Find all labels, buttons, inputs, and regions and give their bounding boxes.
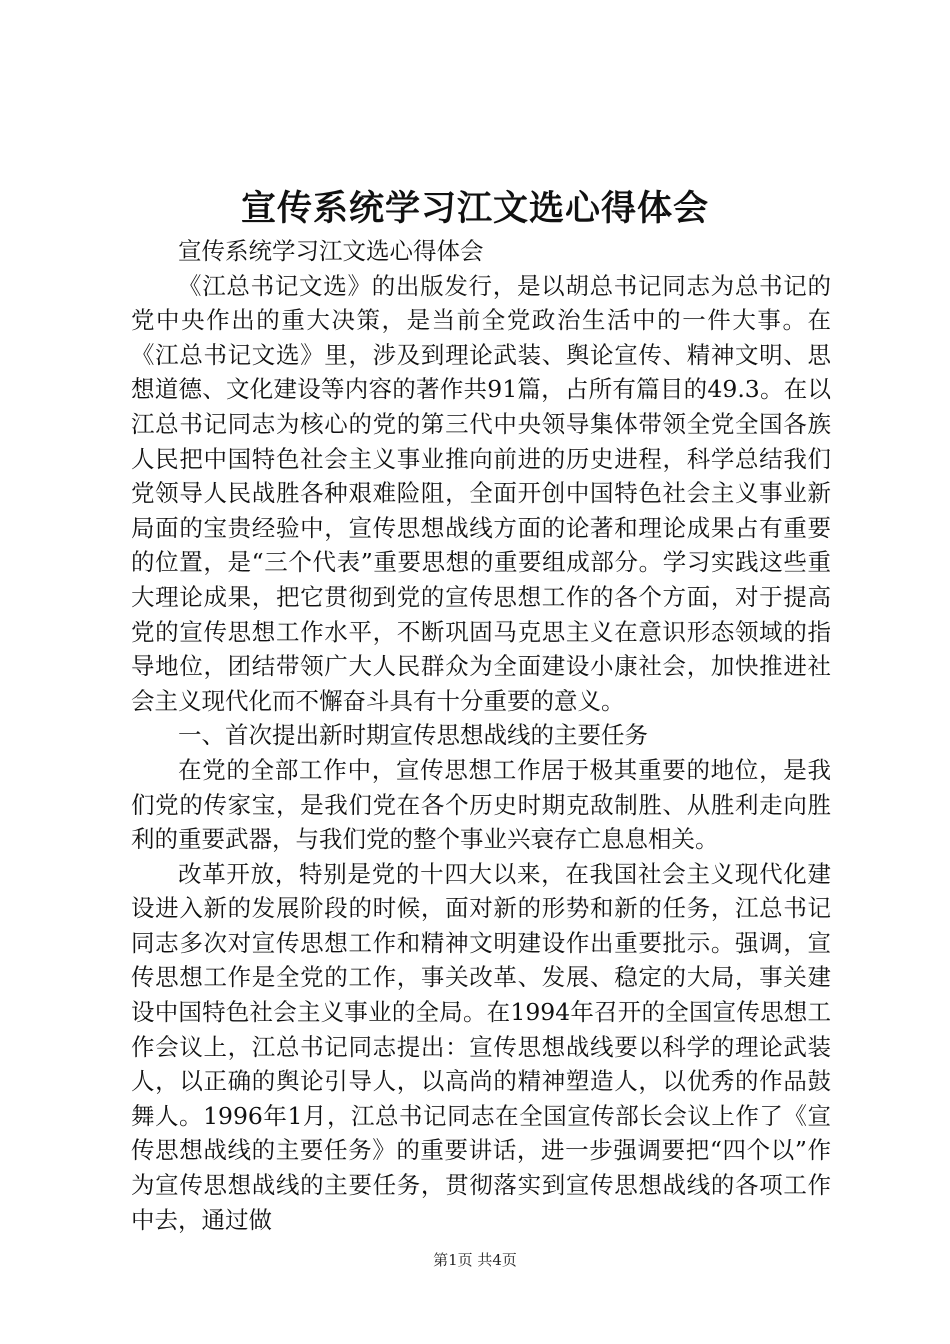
document-title: 宣传系统学习江文选心得体会 (240, 189, 709, 229)
subtitle-paragraph: 宣传系统学习江文选心得体会 (178, 237, 484, 265)
body-paragraph: 在党的全部工作中，宣传思想工作居于极其重要的地位，是我们党的传家宝，是我们党在各个历史时期克敌制胜、从胜利走向胜利的重要武器，与我们党的整个事业兴衰存亡息息相关。 (131, 755, 831, 854)
body-paragraph: 改革开放，特别是党的十四大以来，在我国社会主义现代化建设进入新的发展阶段的时候，面对新的形势和新的任务，江总书记同志多次对宣传思想工作和精神文明建设作出重要批示。强调，宣传思想工作是全党的工作，事关改革、发展、稳定的大局，事关建设中国特色社会主义事业的全局。在1994年召开的全国宣传思想工作会议上，江总书记同志提出：宣传思想战线要以科学的理论武装人，以正确的舆论引导人，以高尚的精神塑造人，以优秀的作品鼓舞人。1996年1月，江总书记同志在全国宣传部长会议上作了《宣传思想战线的主要任务》的重要讲话，进一步强调要把“四个以”作为宣传思想战线的主要任务，贯彻落实到宣传思想战线的各项工作中去，通过做 (131, 859, 831, 1234)
document-body (131, 234, 831, 1237)
intro-paragraph: 《江总书记文选》的出版发行，是以胡总书记同志为总书记的党中央作出的重大决策，是当前全党政治生活中的一件大事。在《江总书记文选》里，涉及到理论武装、舆论宣传、精神文明、思想道德、文化建设等内容的著作共91篇，占所有篇目的49.3。在以江总书记同志为核心的党的第三代中央领导集体带领全党全国各族人民把中国特色社会主义事业推向前进的历史进程，科学总结我们党领导人民战胜各种艰难险阻，全面开创中国特色社会主义事业新局面的宝贵经验中，宣传思想战线方面的论著和理论成果占有重要的位置，是“三个代表”重要思想的重要组成部分。学习实践这些重大理论成果，把它贯彻到党的宣传思想工作的各个方面，对于提高党的宣传思想工作水平，不断巩固马克思主义在意识形态领域的指导地位，团结带领广大人民群众为全面建设小康社会，加快推进社会主义现代化而不懈奋斗具有十分重要的意义。 (131, 271, 831, 715)
page-footer: 第1页 共4页 (433, 1251, 517, 1269)
section-heading: 一、首次提出新时期宣传思想战线的主要任务 (178, 721, 648, 750)
